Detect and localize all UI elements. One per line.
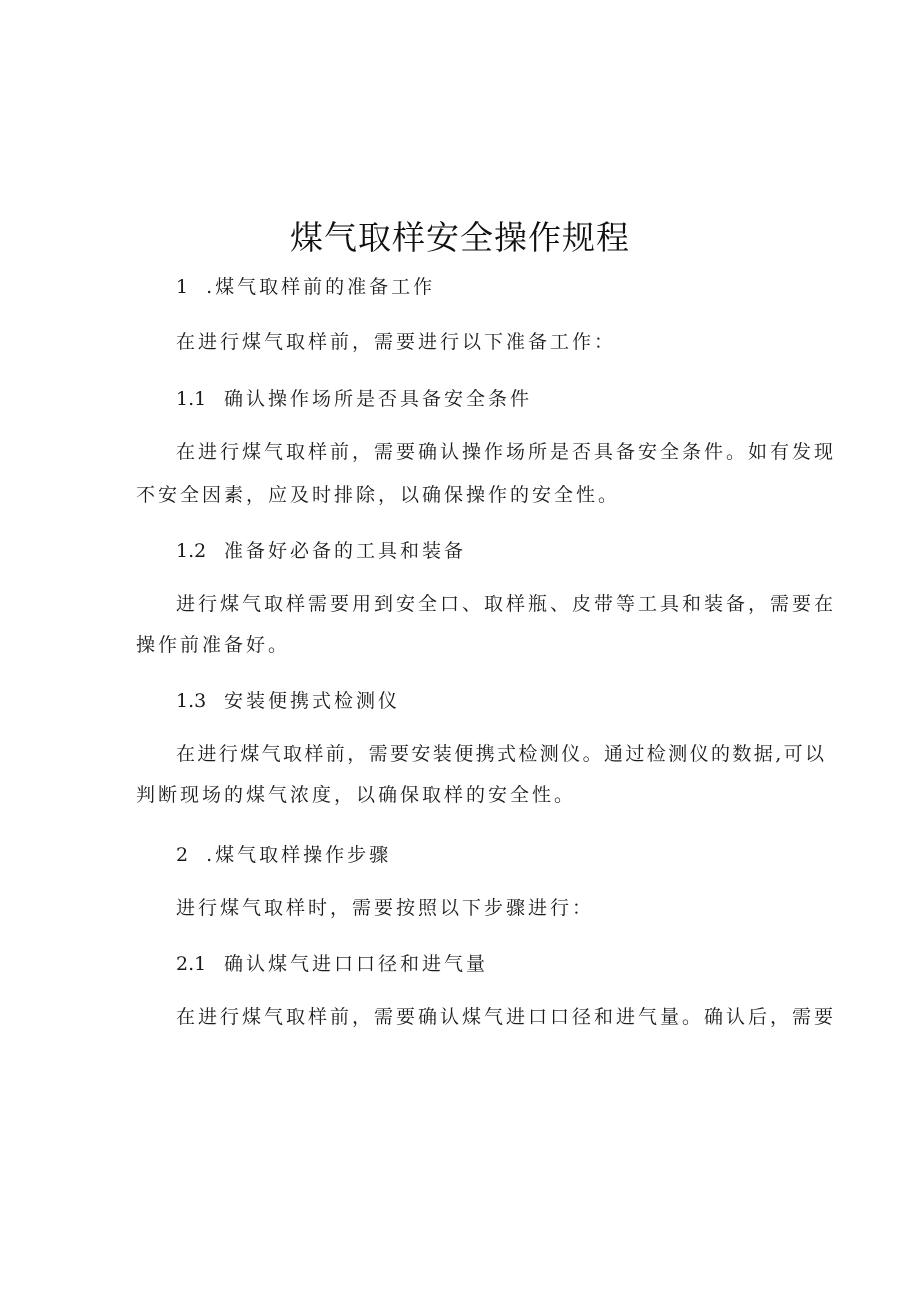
subsection-heading-1-3	[176, 686, 400, 713]
section-intro: 进行煤气取样时，需要按照以下步骤进行：	[176, 897, 595, 919]
subsection-number: 2.1	[176, 953, 207, 975]
section-number: 2	[176, 844, 189, 866]
section-heading-2	[176, 840, 391, 867]
subsection-heading-1-2	[176, 536, 466, 563]
subsection-heading-text: 确认操作场所是否具备安全条件	[224, 388, 533, 410]
paragraph-line: 进行煤气取样需要用到安全口、取样瓶、皮带等工具和装备，需要在	[176, 593, 837, 615]
section-heading-text: .煤气取样前的准备工作	[206, 276, 436, 298]
paragraph-line: 不安全因素，应及时排除，以确保操作的安全性。	[136, 484, 621, 506]
subsection-heading-text: 准备好必备的工具和装备	[224, 540, 467, 562]
paragraph-line: 在进行煤气取样前，需要确认煤气进口口径和进气量。确认后，需要	[176, 1006, 837, 1028]
paragraph-line: 在进行煤气取样前，需要确认操作场所是否具备安全条件。如有发现	[176, 441, 837, 463]
subsection-heading-text: 安装便携式检测仪	[224, 690, 401, 712]
subsection-number: 1.2	[176, 540, 207, 562]
subsection-heading-2-1	[176, 949, 488, 976]
subsection-number: 1.3	[176, 690, 207, 712]
section-heading-1	[176, 272, 435, 299]
section-heading-text: .煤气取样操作步骤	[206, 844, 392, 866]
subsection-number: 1.1	[176, 388, 207, 410]
section-intro: 在进行煤气取样前，需要进行以下准备工作：	[176, 331, 617, 353]
paragraph-line: 判断现场的煤气浓度，以确保取样的安全性。	[136, 784, 577, 806]
subsection-heading-text: 确认煤气进口口径和进气量	[224, 953, 489, 975]
paragraph-line: 操作前准备好。	[136, 634, 291, 656]
document-title: 煤气取样安全操作规程	[290, 218, 630, 257]
paragraph-line: 在进行煤气取样前，需要安装便携式检测仪。通过检测仪的数据,可以	[176, 743, 827, 765]
subsection-heading-1-1	[176, 384, 532, 411]
section-number: 1	[176, 276, 189, 298]
